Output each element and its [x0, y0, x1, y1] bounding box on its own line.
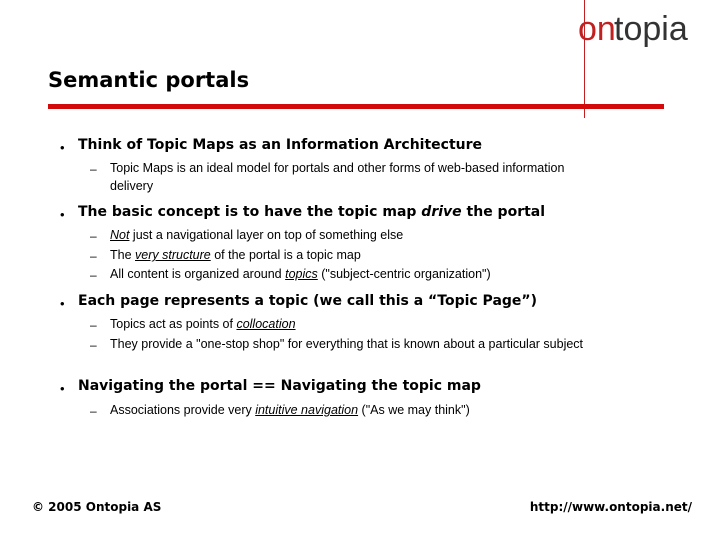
sub-dash: –: [90, 162, 97, 176]
sub-dash: –: [90, 229, 97, 243]
sub-pre: Topics act as points of: [110, 317, 237, 331]
sub-underlined: topics: [285, 267, 318, 281]
sub-rest: ("subject-centric organization"): [317, 267, 491, 281]
sub-underlined: Not: [110, 228, 130, 242]
footer-copyright: © 2005 Ontopia AS: [32, 500, 162, 514]
logo-text-topia: topia: [614, 10, 688, 48]
title-rule: [48, 104, 664, 109]
sub-pre: All content is organized around: [110, 267, 286, 281]
bullet-2-text: [78, 204, 545, 220]
bullet-1-sub-1: Topic Maps is an ideal model for portals and other forms of web-based information delivery: [110, 161, 565, 193]
bullet-4-sub-1: [110, 401, 590, 419]
sub-pre: Associations provide very: [110, 403, 256, 417]
sub-dash: –: [90, 404, 97, 418]
sub-underlined: very structure: [135, 248, 211, 262]
bullet-dot: •: [60, 207, 65, 222]
sub-dash: –: [90, 338, 97, 352]
logo-text-on: on: [578, 10, 616, 48]
bullet-dot: •: [60, 296, 65, 311]
bullet-4-text: Navigating the portal == Navigating the topic map: [78, 378, 481, 394]
sub-dash: –: [90, 249, 97, 263]
bullet-2-sub-3: [110, 265, 590, 283]
bullet-dot: •: [60, 381, 65, 396]
sub-pre: The: [110, 248, 136, 262]
footer-url[interactable]: http://www.ontopia.net/: [529, 500, 692, 514]
ontopia-logo: [578, 6, 714, 50]
sub-dash: –: [90, 268, 97, 282]
bullet-2-post: the portal: [461, 204, 546, 220]
bullet-3-sub-1: [110, 315, 590, 333]
sub-dash: –: [90, 318, 97, 332]
sub-underlined: collocation: [236, 317, 296, 331]
bullet-dot: •: [60, 140, 65, 155]
bullet-1-text: Think of Topic Maps as an Information Architecture: [78, 137, 483, 153]
sub-rest: just a navigational layer on top of something else: [129, 228, 404, 242]
bullet-3-sub-2: They provide a "one-stop shop" for everything that is known about a particular subject: [110, 337, 584, 351]
bullet-2-em: drive: [421, 204, 462, 220]
bullet-2-sub-1: [110, 226, 590, 244]
bullet-3-text: Each page represents a topic (we call this a “Topic Page”): [78, 293, 538, 309]
bullet-2-sub-2: [110, 246, 590, 264]
sub-rest: of the portal is a topic map: [210, 248, 361, 262]
sub-rest: ("As we may think"): [358, 403, 470, 417]
page-title: Semantic portals: [48, 68, 250, 92]
sub-underlined: intuitive navigation: [255, 403, 359, 417]
bullet-2-pre: The basic concept is to have the topic map: [78, 204, 422, 220]
